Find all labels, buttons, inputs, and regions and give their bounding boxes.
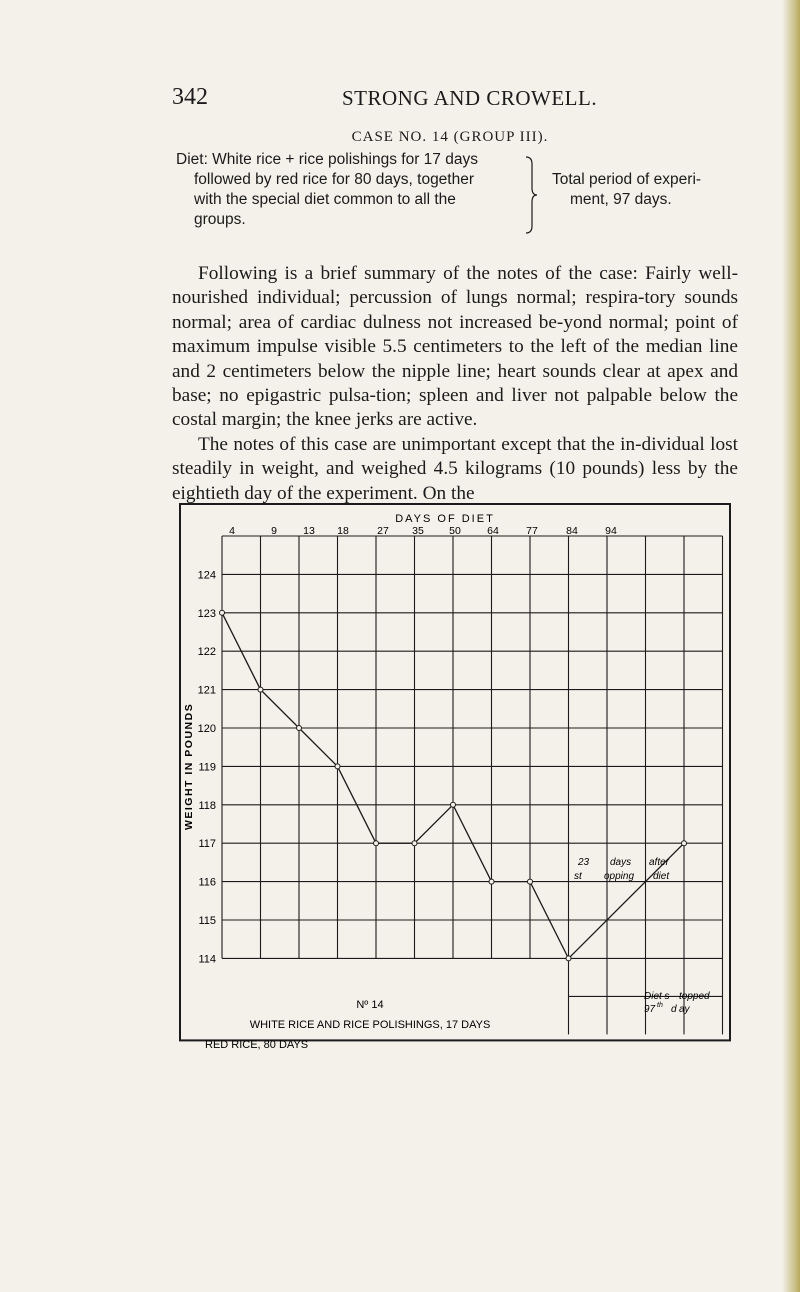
note-23: 23 <box>578 857 590 868</box>
paragraph: Following is a brief summary of the notes of the case: Fairly well-nourished individual; percussion of lungs normal; respira-tory sounds normal; area of cardiac dulness not increased be-yond normal; point of maximum impulse visible 5.5 centimeters to the left of the median line and 2 centimeters below the nipple line; heart sounds clear at apex and base; no epigastric pulsa-tion; spleen and liver not palpable below the costal margin; the knee jerks are active. <box>172 263 738 431</box>
x-tick-label: 27 <box>377 525 389 537</box>
weight-data-point <box>682 841 687 846</box>
page-edge-shadow <box>782 0 800 1292</box>
x-tick-label: 13 <box>303 525 315 537</box>
note-stopped: topped <box>679 991 710 1002</box>
page-number: 342 <box>172 84 208 110</box>
y-tick-label: 121 <box>197 684 216 697</box>
weight-data-point <box>489 879 494 884</box>
weight-data-point <box>220 610 225 615</box>
y-tick-label: 114 <box>198 953 216 966</box>
y-tick-label: 122 <box>197 646 216 659</box>
x-tick-label: 18 <box>337 525 349 537</box>
note-diet: diet <box>653 871 670 882</box>
total-period-line: ment, 97 days. <box>570 191 672 208</box>
body-text <box>172 262 738 506</box>
note-97: 97 <box>644 1004 656 1015</box>
y-tick-label: 117 <box>198 838 216 851</box>
weight-chart <box>170 500 740 1100</box>
brace-icon <box>524 156 538 234</box>
weight-data-point <box>412 841 417 846</box>
x-tick-label: 84 <box>566 525 578 537</box>
diet-description <box>176 150 736 260</box>
y-tick-label: 119 <box>198 761 216 774</box>
weight-data-point <box>528 879 533 884</box>
total-period-line: Total period of experi- <box>552 171 702 188</box>
x-tick-label: 35 <box>412 525 424 537</box>
page-header <box>172 84 732 114</box>
x-tick-label: 77 <box>526 525 538 537</box>
total-period <box>552 170 752 210</box>
paragraph: The notes of this case are unimportant except that the in-dividual lost steadily in weight, and weighed 4.5 kilograms (10 pounds) less by the eightieth day of the experiment. On the <box>172 433 738 504</box>
running-head: STRONG AND CROWELL. <box>342 86 598 110</box>
y-tick-label: 116 <box>198 876 216 889</box>
note-diet-stopped: Diet s <box>644 991 670 1002</box>
weight-data-point <box>258 687 263 692</box>
diet-line: followed by red rice for 80 days, together <box>194 171 475 188</box>
weight-data-point <box>566 956 571 961</box>
y-axis-label: WEIGHT IN POUNDS <box>183 702 195 831</box>
y-tick-label: 118 <box>198 799 216 812</box>
diet-label-line1: WHITE RICE AND RICE POLISHINGS, 17 DAYS <box>249 1019 491 1031</box>
note-ay: ay <box>679 1004 690 1015</box>
x-tick-label: 64 <box>487 525 499 537</box>
chart-title: DAYS OF DIET <box>395 513 495 525</box>
note-st: st <box>574 871 582 882</box>
chart-frame <box>180 504 730 1040</box>
case-title: CASE NO. 14 (GROUP III). <box>351 129 549 145</box>
weight-data-point <box>297 726 302 731</box>
note-th: th <box>657 1002 663 1009</box>
y-tick-label: 115 <box>198 915 216 927</box>
y-tick-label: 124 <box>197 569 216 582</box>
case-number-label: Nº 14 <box>356 999 384 1011</box>
diet-text <box>176 150 536 230</box>
weight-data-point <box>335 764 340 769</box>
note-days: days <box>610 857 632 868</box>
note-stopping: opping <box>604 871 635 882</box>
x-tick-label: 4 <box>229 525 235 537</box>
x-tick-label: 50 <box>449 525 461 537</box>
note-d: d <box>671 1004 677 1015</box>
y-tick-label: 123 <box>197 607 216 620</box>
diet-line: Diet: White rice + rice polishings for 17 days <box>176 151 478 168</box>
weight-data-point <box>374 841 379 846</box>
weight-chart-svg <box>170 500 740 1100</box>
weight-data-point <box>451 802 456 807</box>
diet-line: with the special diet common to all the <box>194 191 456 208</box>
note-after: after <box>649 857 670 868</box>
x-tick-label: 9 <box>271 525 277 537</box>
diet-label-line2: RED RICE, 80 DAYS <box>205 1039 309 1051</box>
y-tick-label: 120 <box>197 723 216 735</box>
x-tick-label: 94 <box>605 525 617 537</box>
diet-line: groups. <box>194 211 246 228</box>
